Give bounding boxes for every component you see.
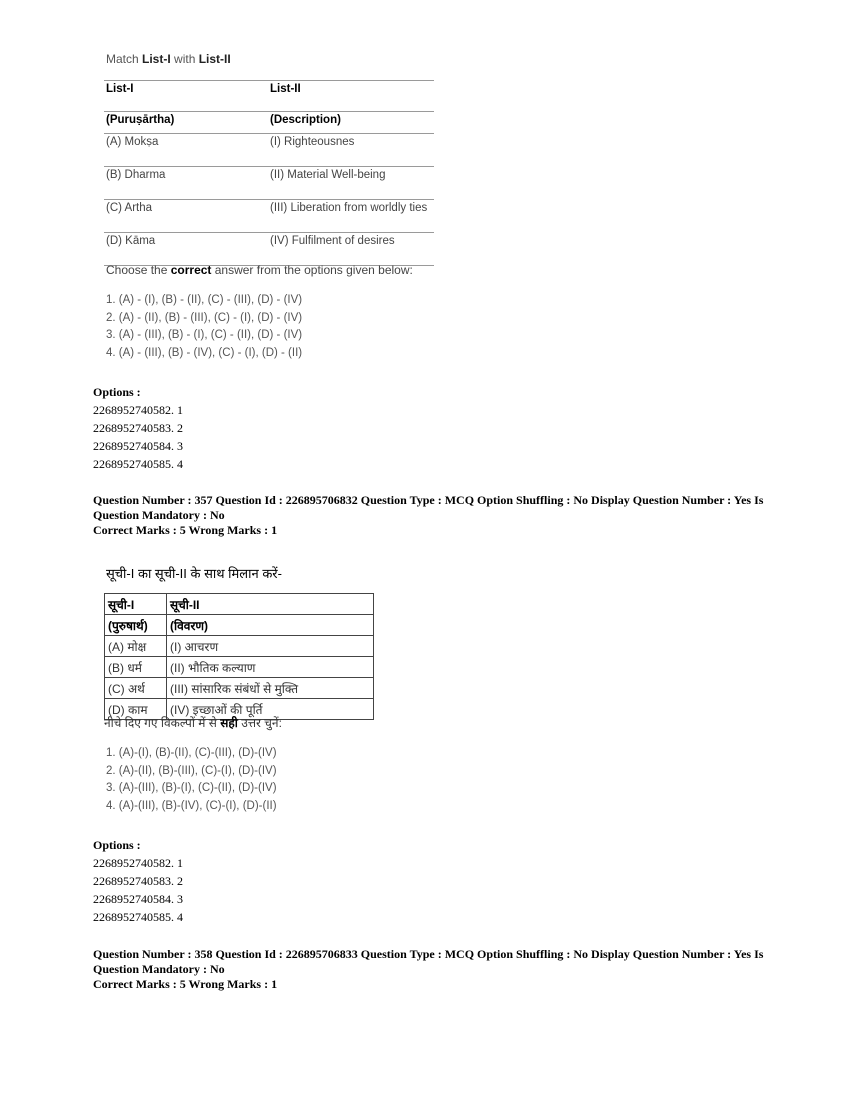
answer-choice: 4. (A)-(III), (B)-(IV), (C)-(I), (D)-(II) [106, 799, 277, 812]
choose-instruction: नीचे दिए गए विकल्पों में से सही उत्तर चुनें: [104, 716, 282, 730]
question-intro: सूची-I का सूची-II के साथ मिलान करें- [106, 566, 282, 581]
match-table [104, 593, 374, 720]
column-header: List-II [268, 81, 434, 112]
table-header-row [105, 594, 374, 615]
options-block [93, 836, 183, 926]
option-item: 2268952740582. 1 [93, 856, 183, 870]
column-header: सूची-I [105, 594, 167, 615]
question-meta-line: Question Mandatory : No [93, 508, 225, 522]
options-label: Options : [93, 838, 141, 852]
table-cell: (II) भौतिक कल्याण [167, 657, 374, 678]
column-header: List-I [104, 81, 268, 112]
column-header: सूची-II [167, 594, 374, 615]
column-subheader: (Description) [268, 112, 434, 134]
answer-choice: 4. (A) - (III), (B) - (IV), (C) - (I), (D) - (II) [106, 346, 303, 359]
option-item: 2268952740583. 2 [93, 421, 183, 435]
table-cell: (A) मोक्ष [105, 636, 167, 657]
table-cell: (C) Artha [104, 200, 268, 233]
answer-choice: 3. (A)-(III), (B)-(I), (C)-(II), (D)-(IV) [106, 782, 277, 794]
table-row [104, 134, 434, 167]
table-cell: (III) Liberation from worldly ties [268, 200, 434, 233]
table-cell: (B) Dharma [104, 167, 268, 200]
table-subheader-row [104, 112, 434, 134]
table-row [105, 636, 374, 657]
table-row [104, 167, 434, 200]
question-meta-line: Question Number : 357 Question Id : 226895706832 Question Type : MCQ Option Shuffling : No Display Question Number : Yes Is [93, 493, 764, 507]
question-meta-line: Question Mandatory : No [93, 962, 225, 976]
table-row [104, 200, 434, 233]
table-subheader-row [105, 615, 374, 636]
table-cell: (D) Kāma [104, 233, 268, 266]
answer-choices [106, 745, 277, 815]
option-item: 2268952740583. 2 [93, 874, 183, 888]
table-cell: (I) Righteousnes [268, 134, 434, 167]
answer-choice: 3. (A) - (III), (B) - (I), (C) - (II), (D) - (IV) [106, 329, 303, 341]
table-row [105, 678, 374, 699]
table-row [104, 233, 434, 266]
table-cell: (C) अर्थ [105, 678, 167, 699]
table-cell: (D) काम [105, 699, 167, 720]
answer-choices [106, 292, 302, 362]
column-subheader: (Puruṣārtha) [104, 112, 268, 134]
question-meta-line: Question Number : 358 Question Id : 226895706833 Question Type : MCQ Option Shuffling : No Display Question Number : Yes Is [93, 947, 764, 961]
answer-choice: 1. (A) - (I), (B) - (II), (C) - (III), (D) - (IV) [106, 294, 303, 306]
options-label: Options : [93, 385, 141, 399]
table-cell: (III) सांसारिक संबंधों से मुक्ति [167, 678, 374, 699]
table-cell: (IV) इच्छाओं की पूर्ति [167, 699, 374, 720]
table-cell: (B) धर्म [105, 657, 167, 678]
option-item: 2268952740584. 3 [93, 439, 183, 453]
table-cell: (IV) Fulfilment of desires [268, 233, 434, 266]
table-cell: (II) Material Well-being [268, 167, 434, 200]
question-marks: Correct Marks : 5 Wrong Marks : 1 [93, 523, 278, 537]
option-item: 2268952740584. 3 [93, 892, 183, 906]
option-item: 2268952740585. 4 [93, 457, 183, 471]
question-intro: Match List-I with List-II [106, 52, 231, 66]
column-subheader: (विवरण) [167, 615, 374, 636]
choose-instruction: Choose the correct answer from the options given below: [106, 263, 413, 277]
option-item: 2268952740585. 4 [93, 910, 183, 924]
option-item: 2268952740582. 1 [93, 403, 183, 417]
answer-choice: 1. (A)-(I), (B)-(II), (C)-(III), (D)-(IV) [106, 747, 277, 759]
column-subheader: (पुरुषार्थ) [105, 615, 167, 636]
answer-choice: 2. (A) - (II), (B) - (III), (C) - (I), (D) - (IV) [106, 311, 303, 324]
question-marks: Correct Marks : 5 Wrong Marks : 1 [93, 977, 278, 991]
table-header-row [104, 81, 434, 112]
table-row [105, 657, 374, 678]
answer-choice: 2. (A)-(II), (B)-(III), (C)-(I), (D)-(IV) [106, 764, 277, 777]
question-meta [93, 493, 773, 538]
options-block [93, 383, 183, 473]
match-table [104, 80, 434, 266]
question-meta [93, 947, 773, 992]
table-cell: (A) Mokṣa [104, 134, 268, 167]
table-cell: (I) आचरण [167, 636, 374, 657]
